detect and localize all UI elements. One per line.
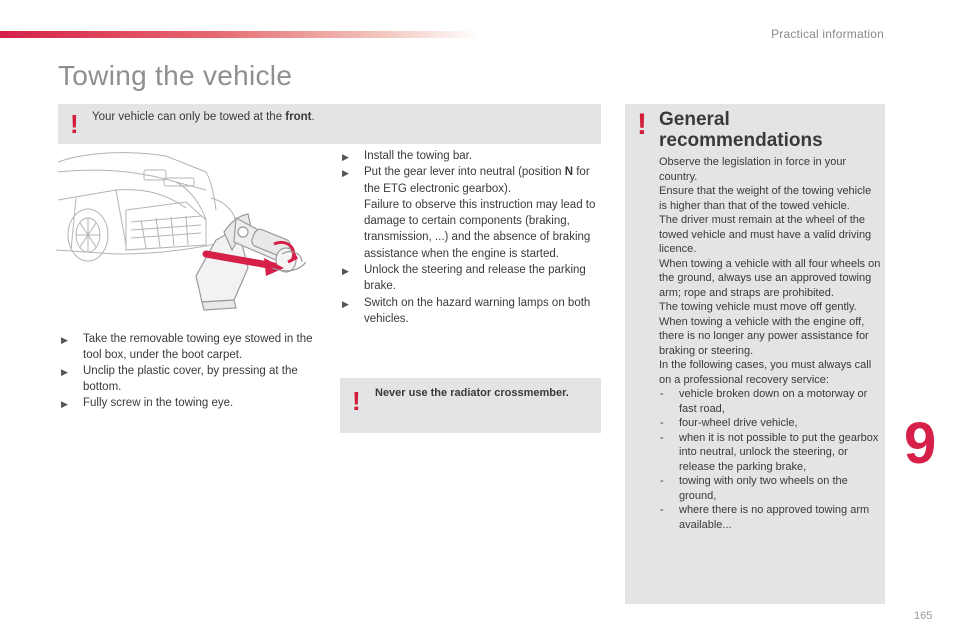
list-item [659,503,881,532]
list-item [659,431,881,475]
page-title: Towing the vehicle [58,60,293,91]
paragraph: In the following cases, you must always call on a professional recovery service: [659,359,872,386]
front-tow-warning-text [92,111,315,123]
list-item [61,395,319,411]
header-accent-bar [0,31,480,38]
arrow-bullet-icon: ▶ [342,298,349,309]
dash-bullet: - [660,431,664,444]
dash-bullet: - [660,475,664,487]
warning-icon: ! [637,108,647,141]
front-tow-warning [58,104,601,144]
case-text: four-wheel drive vehicle, [679,417,798,429]
arrow-bullet-icon: ▶ [61,335,68,345]
list-item [342,262,604,295]
list-item [342,148,604,164]
list-item [659,474,881,503]
case-text: vehicle broken down on a motorway or fast road, [679,388,868,415]
arrow-bullet-icon: ▶ [342,266,349,277]
list-item [659,387,881,416]
warning-icon: ! [352,386,361,416]
step-text: Install the towing bar. [364,150,473,162]
towing-eye-steps [61,331,319,411]
front-warning-bold: front [285,111,312,123]
arrow-bullet-icon: ▶ [342,152,349,162]
dash-bullet: - [660,504,664,516]
chapter-number: 9 [904,411,937,476]
case-text: where there is no approved towing arm available... [679,504,870,531]
gear-position: N [564,166,574,179]
radiator-warning-text: Never use the radiator crossmember. [375,387,569,399]
paragraph: When towing a vehicle with all four wheels on the ground, always use an approved towing arm; rope and straps are prohibited. [659,257,881,299]
recovery-cases-list [659,387,881,532]
list-item [659,416,881,431]
paragraph: When towing a vehicle with the engine off, there is no longer any power assistance for braking or steering. [659,315,869,357]
paragraph: Ensure that the weight of the towing vehicle is higher than that of the towed vehicle. [659,185,872,212]
section-header: Practical information [771,27,884,41]
step-text: Unlock the steering and release the parking brake. [364,264,586,293]
panel-body [659,155,881,532]
paragraph: Observe the legislation in force in your country. [659,156,847,183]
general-recommendations-panel [625,104,885,604]
page-number: 165 [914,610,933,622]
towing-eye-illustration [56,150,326,320]
step-text-continued: for the ETG electronic gearbox). Failure to observe this instruction may lead to damage to certain components (braking, transmission, ...) and the absence of braking assistance when the engine is started. [364,166,596,260]
dash-bullet: - [660,388,664,400]
dash-bullet: - [660,417,664,429]
front-warning-text-before: Your vehicle can only be towed at the [92,111,286,123]
step-text: Switch on the hazard warning lamps on both vehicles. [364,296,591,325]
step-text: Take the removable towing eye stowed in the tool box, under the boot carpet. [83,333,313,361]
paragraph: The towing vehicle must move off gently. [659,301,857,313]
case-text: towing with only two wheels on the ground, [679,475,848,502]
arrow-bullet-icon: ▶ [61,399,68,409]
arrow-bullet-icon: ▶ [61,367,68,377]
step-text: Unclip the plastic cover, by pressing at the bottom. [83,365,298,393]
front-warning-text-after: . [311,111,315,123]
radiator-warning [340,378,601,433]
step-text: Fully screw in the towing eye. [83,397,234,409]
warning-icon: ! [70,109,79,139]
paragraph: The driver must remain at the wheel of the towed vehicle and must have a valid driving licence. [659,214,872,255]
list-item [342,164,604,262]
towing-procedure-steps [342,148,604,327]
case-text: when it is not possible to put the gearbox into neutral, unlock the steering, or release the parking brake, [679,431,879,473]
step-text: Put the gear lever into neutral (position [364,166,565,179]
list-item [342,295,604,328]
list-item [61,331,319,363]
panel-heading: General recommendations [659,109,823,151]
arrow-bullet-icon: ▶ [342,168,349,179]
list-item [61,363,319,395]
